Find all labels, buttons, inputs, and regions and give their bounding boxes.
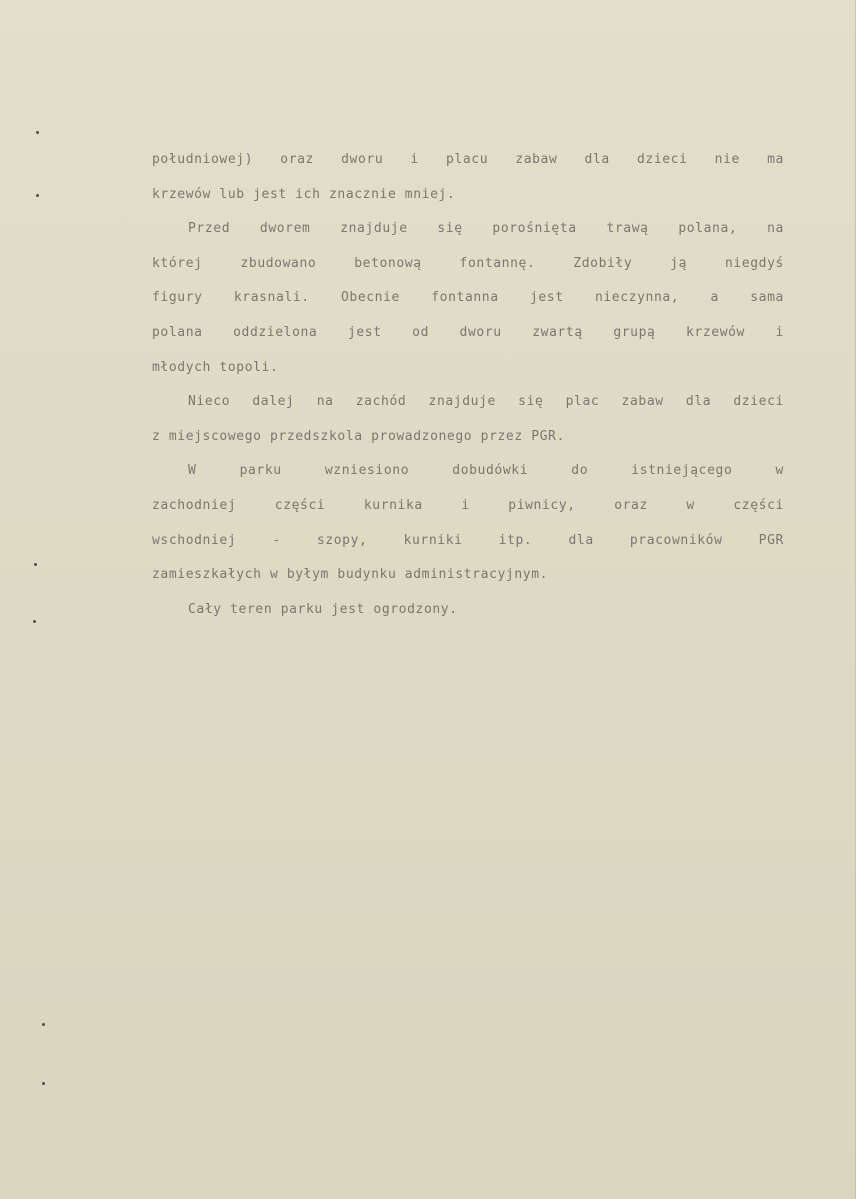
word: zabaw xyxy=(515,152,558,167)
word: zachodniej xyxy=(152,497,237,513)
word: plac xyxy=(565,394,600,410)
word: dworu xyxy=(341,152,384,167)
word: na xyxy=(767,221,784,237)
text-line xyxy=(152,593,784,628)
word: krasnali. xyxy=(233,290,310,306)
word: betonową xyxy=(354,255,422,271)
word: zachód xyxy=(355,394,407,410)
text-line xyxy=(152,454,784,489)
word: dobudówki xyxy=(452,463,529,479)
word: jest xyxy=(529,290,564,306)
word: placu xyxy=(445,152,489,167)
word: figury xyxy=(152,290,203,306)
word: kurnika xyxy=(363,497,423,513)
text-line xyxy=(152,558,784,593)
word: jest xyxy=(347,324,382,340)
word: dworu xyxy=(459,324,502,340)
word: części xyxy=(733,497,784,513)
text-line xyxy=(152,316,784,351)
word: zbudowano xyxy=(240,255,317,271)
text-line xyxy=(152,178,784,213)
word: dla xyxy=(584,152,610,167)
margin-mark xyxy=(36,131,39,134)
line-text: krzewów lub jest ich znacznie mniej. xyxy=(152,186,456,202)
line-text: z miejscowego przedszkola prowadzonego przez PGR. xyxy=(152,428,565,444)
word: PGR xyxy=(758,532,784,548)
word: znajduje xyxy=(340,221,408,237)
text-line xyxy=(152,489,784,524)
word: dzieci xyxy=(636,152,688,167)
word: od xyxy=(412,324,430,340)
word: szopy, xyxy=(316,532,368,548)
word: w xyxy=(775,463,784,479)
word: i xyxy=(775,324,784,340)
word: i xyxy=(410,152,419,167)
word: dla xyxy=(685,394,712,410)
margin-mark xyxy=(36,194,39,197)
word: do xyxy=(571,463,589,479)
margin-mark xyxy=(42,1082,45,1085)
word: pracowników xyxy=(629,532,723,548)
word: itp. xyxy=(498,532,533,548)
word: Obecnie xyxy=(340,290,400,306)
word: parku xyxy=(239,463,282,479)
word: ją xyxy=(670,255,688,271)
line-text: zamieszkałych w byłym budynku administracyjnym. xyxy=(152,567,549,583)
word: na xyxy=(316,394,334,410)
word: polana, xyxy=(678,221,738,237)
word: niegdyś xyxy=(724,255,784,271)
text-line xyxy=(152,281,784,316)
word: się xyxy=(518,394,544,410)
word: oraz xyxy=(280,152,314,167)
word: a xyxy=(710,290,719,306)
word: istniejącego xyxy=(631,463,733,479)
word: Przed xyxy=(188,221,231,237)
text-line xyxy=(152,143,784,178)
word: południowej) xyxy=(152,152,254,167)
word: dla xyxy=(568,532,594,548)
text-line xyxy=(152,420,784,455)
text-line xyxy=(152,385,784,420)
margin-mark xyxy=(33,620,36,623)
word: w xyxy=(686,497,695,513)
word: grupą xyxy=(613,324,656,340)
word: sama xyxy=(750,290,784,306)
word: oraz xyxy=(614,497,648,513)
word: dalej xyxy=(252,394,295,410)
margin-mark xyxy=(42,1023,45,1026)
word: części xyxy=(274,497,326,513)
text-line xyxy=(152,524,784,559)
word: fontannę. xyxy=(459,255,536,271)
word: W xyxy=(188,463,197,479)
text-line xyxy=(152,247,784,282)
word: nieczynna, xyxy=(594,290,680,306)
word: - xyxy=(272,532,281,548)
word: i xyxy=(461,497,470,513)
word: się xyxy=(437,221,463,237)
word: nie xyxy=(714,152,740,167)
word: wschodniej xyxy=(152,532,237,548)
word: fontanna xyxy=(431,290,499,306)
word: piwnicy, xyxy=(508,497,576,513)
text-line xyxy=(152,212,784,247)
word: polana xyxy=(152,324,203,340)
word: której xyxy=(152,255,203,271)
text-line xyxy=(152,351,784,386)
margin-mark xyxy=(34,563,37,566)
word: porośnięta xyxy=(492,221,577,237)
word: ma xyxy=(767,152,784,167)
line-text: Cały teren parku jest ogrodzony. xyxy=(188,601,458,617)
word: dworem xyxy=(259,221,311,237)
word: oddzielona xyxy=(233,324,318,340)
word: znajduje xyxy=(428,394,496,410)
word: wzniesiono xyxy=(324,463,410,479)
word: Zdobiły xyxy=(573,255,633,271)
word: Nieco xyxy=(188,394,231,410)
word: zabaw xyxy=(621,394,664,410)
word: kurniki xyxy=(403,532,463,548)
word: zwartą xyxy=(532,324,583,340)
line-text: młodych topoli. xyxy=(152,359,279,375)
word: trawą xyxy=(606,221,649,237)
word: krzewów xyxy=(685,324,745,340)
document-body-text xyxy=(152,143,784,627)
word: dzieci xyxy=(733,394,784,410)
